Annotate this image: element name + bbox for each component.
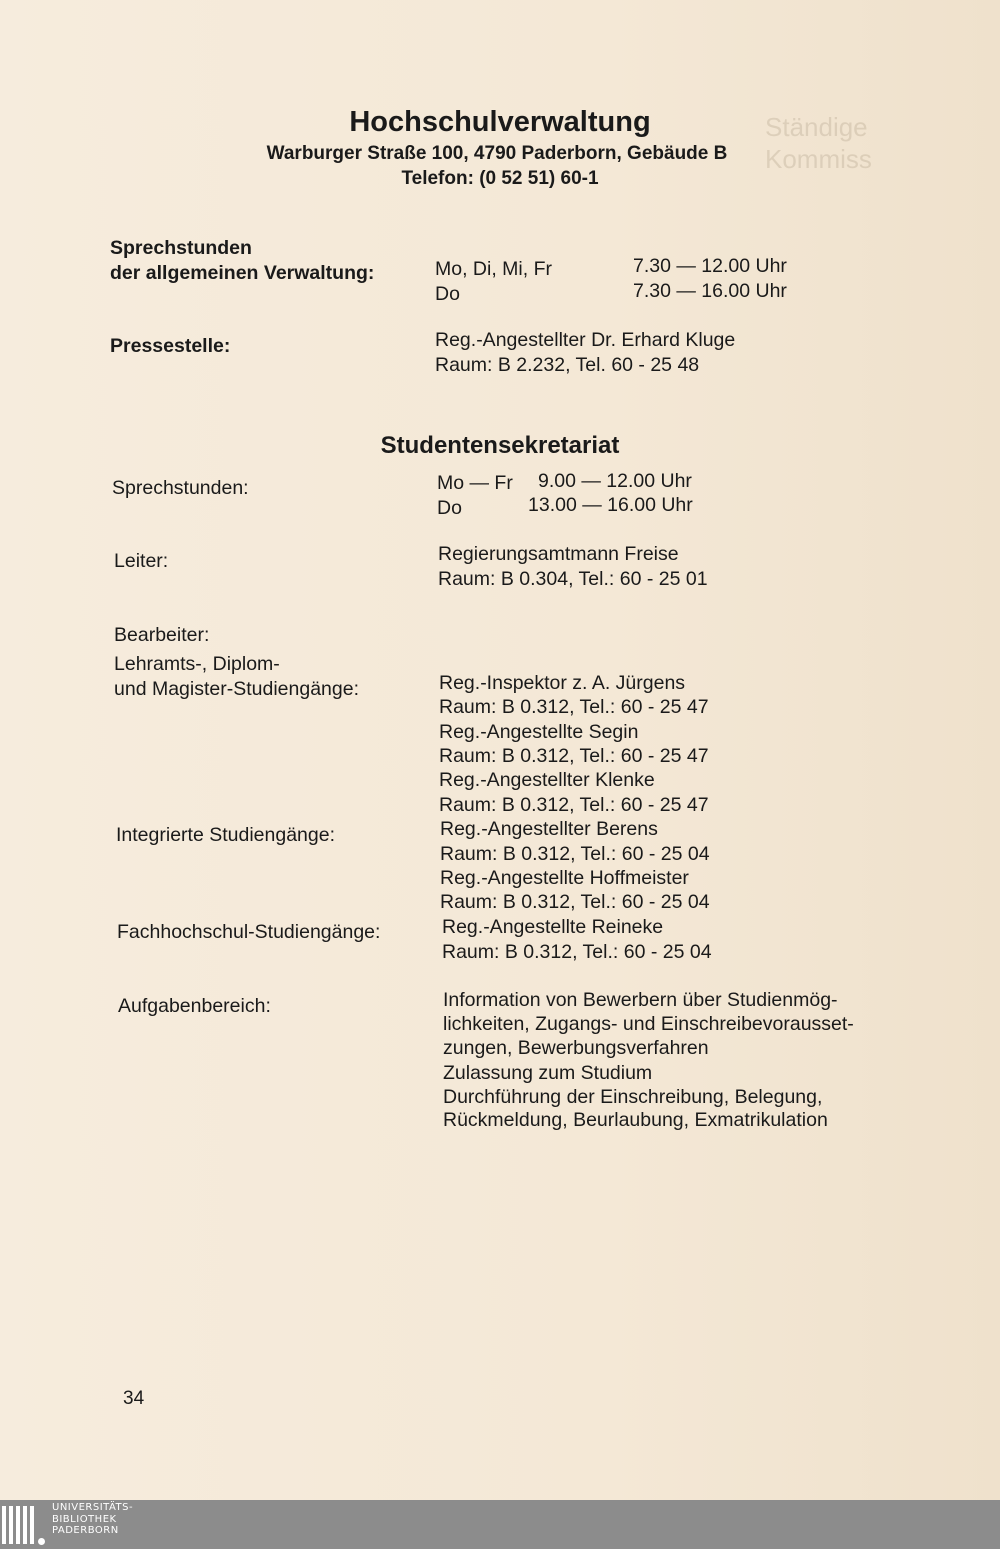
hours-time-1: 9.00 — 12.00 Uhr	[538, 470, 692, 492]
hours-days-1: Mo — Fr	[437, 472, 513, 494]
address-line: Warburger Straße 100, 4790 Paderborn, Gebäude B	[266, 143, 728, 164]
aufgaben-line: Zulassung zum Studium	[443, 1062, 653, 1084]
staff-line: Raum: B 0.312, Tel.: 60 - 25 04	[440, 891, 710, 913]
lehramt-label-line1: Lehramts-, Diplom-	[114, 653, 280, 675]
show-through-text: Ständige	[765, 112, 868, 142]
library-logo-icon	[2, 1506, 34, 1544]
staff-line: Raum: B 0.312, Tel.: 60 - 25 47	[439, 696, 709, 718]
verwaltung-label-line1: Sprechstunden	[110, 237, 252, 259]
staff-line: Reg.-Angestellter Berens	[440, 818, 658, 840]
pressestelle-label: Pressestelle:	[110, 335, 231, 357]
library-footer	[0, 1500, 1000, 1549]
fh-label: Fachhochschul-Studiengänge:	[117, 921, 381, 943]
logo-dot-icon	[38, 1538, 45, 1545]
page-number: 34	[123, 1388, 145, 1409]
page-title: Hochschulverwaltung	[349, 106, 651, 138]
aufgaben-line: Information von Bewerbern über Studienmög-	[443, 989, 838, 1011]
staff-line: Reg.-Angestellte Hoffmeister	[440, 867, 689, 889]
aufgaben-label: Aufgabenbereich:	[118, 995, 271, 1017]
staff-line: Reg.-Angestellter Klenke	[439, 769, 655, 791]
logo-line-1: UNIVERSITÄTS-	[52, 1502, 134, 1513]
section-title: Studentensekretariat	[380, 432, 620, 459]
verwaltung-time-2: 7.30 — 16.00 Uhr	[633, 280, 787, 302]
verwaltung-days-1: Mo, Di, Mi, Fr	[435, 258, 552, 280]
sprechstunden-label: Sprechstunden:	[112, 477, 249, 499]
leiter-name: Regierungsamtmann Freise	[438, 543, 679, 565]
logo-line-2: BIBLIOTHEK	[52, 1513, 117, 1525]
integriert-label: Integrierte Studiengänge:	[116, 824, 335, 846]
library-logo-text	[52, 1502, 133, 1537]
staff-line: Reg.-Inspektor z. A. Jürgens	[439, 672, 686, 694]
aufgaben-line: lichkeiten, Zugangs- und Einschreibevorausset-	[443, 1013, 854, 1035]
pressestelle-room: Raum: B 2.232, Tel. 60 - 25 48	[435, 354, 700, 376]
staff-line: Reg.-Angestellte Segin	[439, 721, 639, 743]
bearbeiter-label: Bearbeiter:	[114, 624, 210, 646]
staff-line: Raum: B 0.312, Tel.: 60 - 25 47	[439, 794, 709, 816]
aufgaben-line: zungen, Bewerbungsverfahren	[443, 1037, 709, 1059]
aufgaben-line: Durchführung der Einschreibung, Belegung,	[443, 1086, 823, 1108]
phone-line: Telefon: (0 52 51) 60-1	[401, 168, 599, 189]
pressestelle-contact: Reg.-Angestellter Dr. Erhard Kluge	[435, 329, 736, 351]
staff-line: Reg.-Angestellte Reineke	[442, 916, 664, 938]
verwaltung-label-line2: der allgemeinen Verwaltung:	[110, 262, 375, 284]
logo-line-3: PADERBORN	[52, 1525, 119, 1536]
show-through-text: Kommiss	[765, 144, 872, 174]
aufgaben-line: Rückmeldung, Beurlaubung, Exmatrikulation	[443, 1109, 828, 1131]
hours-days-2: Do	[437, 497, 462, 519]
verwaltung-time-1: 7.30 — 12.00 Uhr	[633, 255, 787, 277]
verwaltung-days-2: Do	[435, 283, 460, 305]
staff-line: Raum: B 0.312, Tel.: 60 - 25 47	[439, 745, 709, 767]
leiter-room: Raum: B 0.304, Tel.: 60 - 25 01	[438, 568, 708, 590]
leiter-label: Leiter:	[114, 550, 169, 572]
staff-line: Raum: B 0.312, Tel.: 60 - 25 04	[442, 941, 712, 963]
lehramt-label-line2: und Magister-Studiengänge:	[114, 678, 359, 700]
staff-line: Raum: B 0.312, Tel.: 60 - 25 04	[440, 843, 710, 865]
hours-time-2: 13.00 — 16.00 Uhr	[528, 494, 693, 516]
